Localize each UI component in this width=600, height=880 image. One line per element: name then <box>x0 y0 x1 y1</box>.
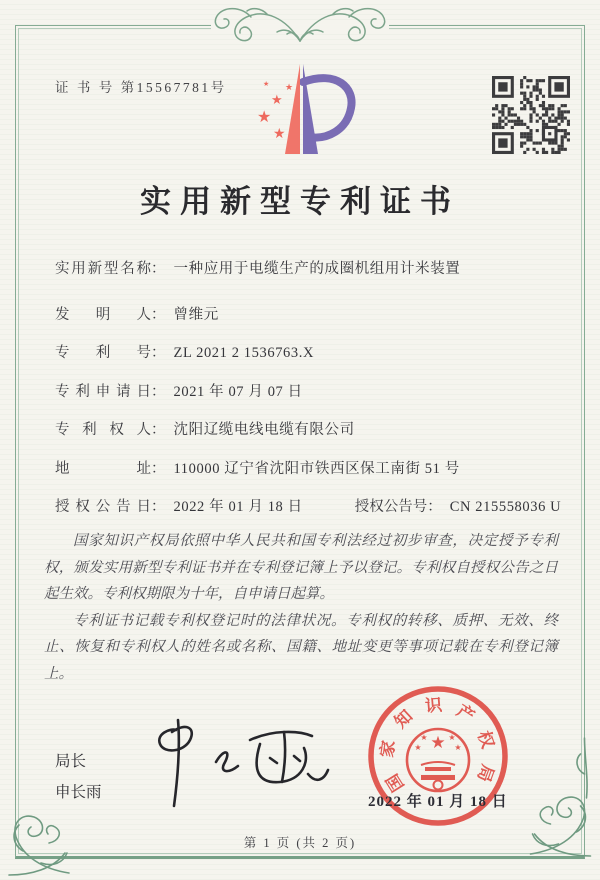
field-colon: ： <box>151 460 166 477</box>
svg-text:★: ★ <box>420 733 428 742</box>
national-emblem-icon <box>407 729 469 791</box>
field-row-patent-no <box>55 341 552 380</box>
legal-paragraph-2: 专利证书记载专利权登记时的法律状况。专利权的转移、质押、无效、终止、恢复和专利权人的姓名或名称、国籍、地址变更等事项记载在专利登记簿上。 <box>44 612 558 682</box>
certificate-title: 实用新型专利证书 <box>140 184 460 219</box>
field-label: 专利申请日 <box>55 383 151 400</box>
field-colon: ： <box>151 306 166 323</box>
field-value: 2022 年 01 月 18 日 <box>173 499 303 515</box>
field-value: 一种应用于电缆生产的成圈机组用计米装置 <box>173 261 461 277</box>
field-value: 110000 辽宁省沈阳市铁西区保工南街 51 号 <box>173 460 460 477</box>
legal-paragraph-1: 国家知识产权局依照中华人民共和国专利法经过初步审查，决定授予专利权，颁发实用新型专利证书并在专利登记簿上予以登记。专利权自授权公告之日起生效。专利权期限为十年，自申请日起算。 <box>44 533 558 602</box>
field-value: 2021 年 07 月 07 日 <box>173 383 303 400</box>
svg-text:★: ★ <box>271 93 283 108</box>
field-label: 专利号 <box>55 345 151 361</box>
certificate-number: 证 书 号 第15567781号 <box>55 80 227 95</box>
field-row-inventor <box>55 303 552 342</box>
field-label: 专利权人 <box>55 422 151 438</box>
field-colon: ： <box>151 345 166 361</box>
field-label: 发明人 <box>55 306 151 323</box>
legal-text <box>44 528 558 687</box>
svg-text:权: 权 <box>473 728 498 751</box>
field-value: 沈阳辽缆电线电缆有限公司 <box>173 422 355 438</box>
field-colon: ： <box>151 422 166 438</box>
svg-text:★: ★ <box>454 743 462 752</box>
svg-text:★: ★ <box>448 733 456 742</box>
top-flourish-ornament <box>205 3 395 51</box>
field-colon: ： <box>151 383 166 400</box>
official-seal <box>358 676 518 836</box>
field-value: CN 215558036 U <box>449 499 562 515</box>
svg-text:识: 识 <box>424 695 443 716</box>
field-colon: ： <box>427 499 442 515</box>
page-footer: 第 1 页 (共 2 页) <box>243 836 357 850</box>
director-title: 局长 <box>55 753 87 770</box>
qr-code <box>492 76 570 154</box>
field-label: 实用新型名称 <box>55 261 151 277</box>
field-label: 授权公告号 <box>354 499 428 515</box>
field-value: ZL 2021 2 1536763.X <box>173 345 315 361</box>
svg-text:★: ★ <box>273 126 286 142</box>
field-label: 地址 <box>55 460 151 477</box>
field-list <box>55 257 562 534</box>
svg-text:知: 知 <box>390 706 417 732</box>
field-row-name <box>55 257 552 296</box>
svg-text:★: ★ <box>285 83 294 93</box>
director-name: 申长雨 <box>55 784 102 801</box>
svg-text:★: ★ <box>414 743 422 752</box>
officer-block <box>55 746 102 808</box>
svg-text:★: ★ <box>257 107 272 126</box>
field-row-filing-date <box>55 380 552 419</box>
svg-text:★: ★ <box>263 80 270 88</box>
svg-text:国: 国 <box>382 770 408 796</box>
field-label: 授权公告日 <box>55 499 151 515</box>
field-colon: ： <box>151 499 166 515</box>
svg-text:★: ★ <box>430 733 446 753</box>
svg-text:家: 家 <box>377 739 399 759</box>
field-colon: ： <box>151 261 166 277</box>
field-row-address <box>55 457 552 496</box>
seal-date: 2022 年 01 月 18 日 <box>368 794 508 810</box>
field-value: 曾维元 <box>173 306 219 323</box>
cnipa-logo-icon <box>243 58 365 162</box>
svg-text:产: 产 <box>453 701 478 727</box>
director-signature <box>112 712 344 814</box>
field-row-patentee <box>55 418 552 457</box>
svg-text:局: 局 <box>473 762 498 785</box>
